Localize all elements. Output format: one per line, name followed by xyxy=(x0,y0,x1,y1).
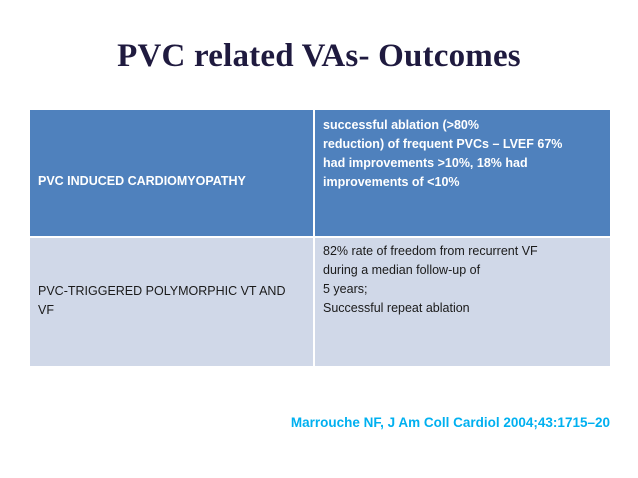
citation: Marrouche NF, J Am Coll Cardiol 2004;43:1715–20 xyxy=(290,415,610,430)
row-1-outcome-line: improvements of <10% xyxy=(323,175,460,189)
row-1-outcome-line: had improvements >10%, 18% had xyxy=(323,156,528,170)
row-2-label-line: PVC-TRIGGERED POLYMORPHIC VT AND xyxy=(38,284,286,298)
slide-title: PVC related VAs- Outcomes xyxy=(117,38,521,74)
table-row-1-label-cell xyxy=(30,110,315,238)
outcomes-table xyxy=(30,110,610,366)
row-2-outcome-line: 5 years; xyxy=(323,282,368,296)
row-2-outcome-line: Successful repeat ablation xyxy=(323,301,470,315)
table-row-2-label-cell xyxy=(30,238,315,366)
row-1-label: PVC INDUCED CARDIOMYOPATHY xyxy=(38,174,246,188)
row-2-outcome-line: during a median follow-up of xyxy=(323,263,481,277)
table-row-2-outcome-cell xyxy=(315,238,610,366)
row-2-label-line: VF xyxy=(38,303,54,317)
row-1-outcome-line: successful ablation (>80% xyxy=(323,118,479,132)
table-row-1-outcome-cell xyxy=(315,110,610,238)
row-1-outcome-line: reduction) of frequent PVCs – LVEF 67% xyxy=(323,137,563,151)
row-2-outcome-line: 82% rate of freedom from recurrent VF xyxy=(323,244,538,258)
